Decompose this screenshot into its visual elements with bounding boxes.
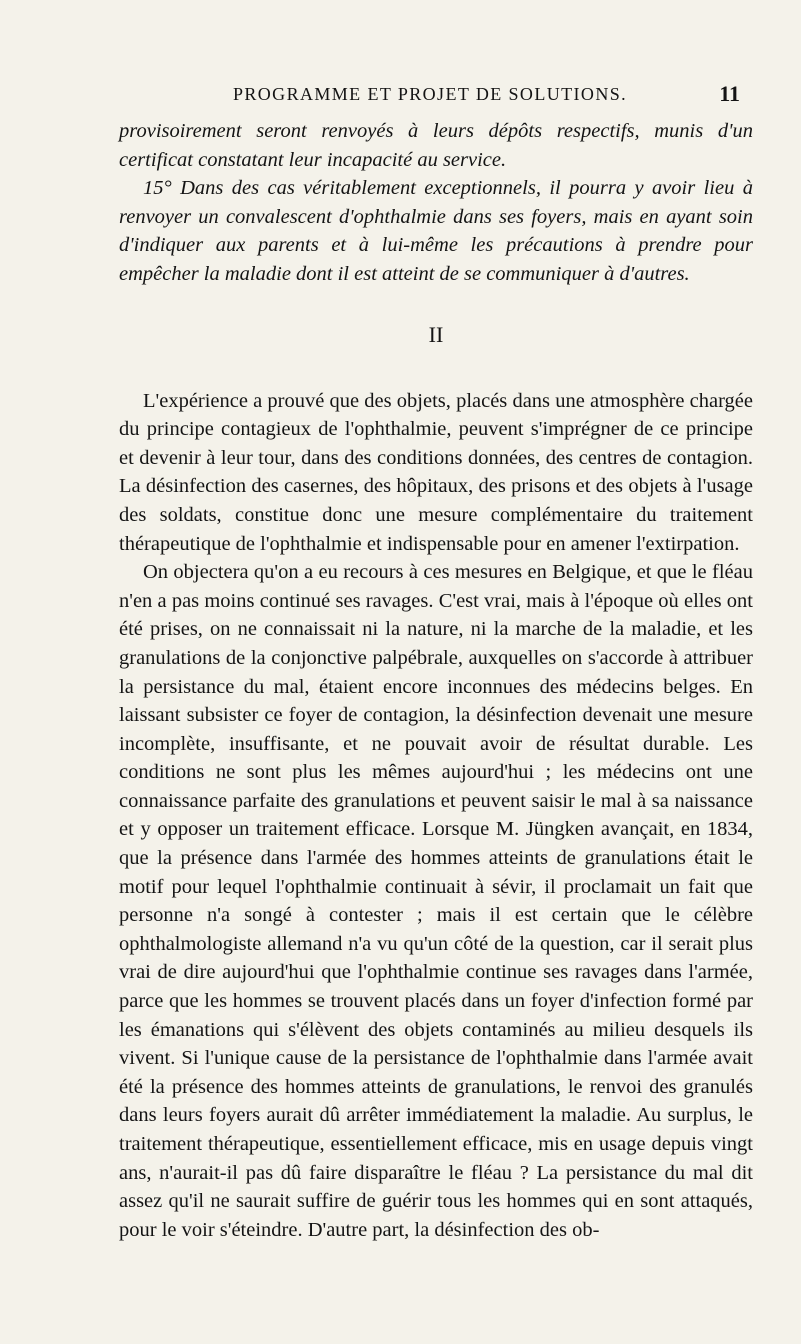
running-title: PROGRAMME ET PROJET DE SOLUTIONS. <box>232 84 628 104</box>
body-text <box>119 117 753 1244</box>
numbered-paragraph: 15° Dans des cas véritablement exceptionnels, il pourra y avoir lieu à renvoyer un convalescent d'ophthalmie dans ses foyers, mais en ayant soin d'indiquer aux parents et à lui-même les précautions à prendre pour empêcher la maladie dont il est atteint de se communiquer à d'autres. <box>119 177 753 285</box>
continued-paragraph: provisoirement seront renvoyés à leurs dépôts respectifs, munis d'un certificat constatant leur incapacité au service. <box>119 120 753 171</box>
section-number: II <box>428 321 444 347</box>
body-paragraph: On objectera qu'on a eu recours à ces mesures en Belgique, et que le fléau n'en a pas moins continué ses ravages. C'est vrai, mais à l'époque où elles ont été prises, on ne connaissait ni la nature, ni la marche de la maladie, et les granulations de la conjonctive palpébrale, auxquelles on s'accorde à attribuer la persistance du mal, étaient encore inconnues des médecins belges. En laissant subsister ce foyer de contagion, la désinfection devenait une mesure incomplète, insuffisante, et ne pouvait avoir de résultat durable. Les conditions ne sont plus les mêmes aujourd'hui ; les médecins ont une connaissance parfaite des granulations et peuvent saisir le mal à sa naissance et y opposer un traitement efficace. Lorsque M. Jüngken avançait, en 1834, que la présence dans l'armée des hommes atteints de granulations était le motif pour lequel l'ophthalmie continuait à sévir, il proclamait un fait que personne n'a songé à contester ; mais il est certain que le célèbre ophthalmologiste allemand n'a vu qu'un côté de la question, car il serait plus vrai de dire aujourd'hui que l'ophthalmie continue ses ravages dans l'armée, parce que les hommes se trouvent placés dans un foyer d'infection formé par les émanations qui s'élèvent des objets contaminés au milieu desquels ils vivent. Si l'unique cause de la persistance de l'ophthalmie dans l'armée avait été la présence des hommes atteints de granulations, le renvoi des granulés dans leurs foyers aurait dû arrêter immédiatement la maladie. Au surplus, le traitement thérapeutique, essentiellement efficace, mis en usage depuis vingt ans, n'aurait-il pas dû faire disparaître le fléau ? La persistance du mal dit assez qu'il ne saurait suffire de guérir tous les hommes qui en sont attaqués, pour le voir s'éteindre. D'autre part, la désinfection des ob- <box>119 561 753 1241</box>
body-paragraph: L'expérience a prouvé que des objets, placés dans une atmosphère chargée du principe contagieux de l'ophthalmie, peuvent s'imprégner de ce principe et devenir à leur tour, dans des conditions données, des centres de contagion. La désinfection des casernes, des hôpitaux, des prisons et des objets à l'usage des soldats, constitue donc une mesure complémentaire du traitement thérapeutique de l'ophthalmie et indispensable pour en amener l'extirpation. <box>119 389 753 555</box>
page-number: 11 <box>719 81 740 106</box>
running-header <box>120 80 740 108</box>
